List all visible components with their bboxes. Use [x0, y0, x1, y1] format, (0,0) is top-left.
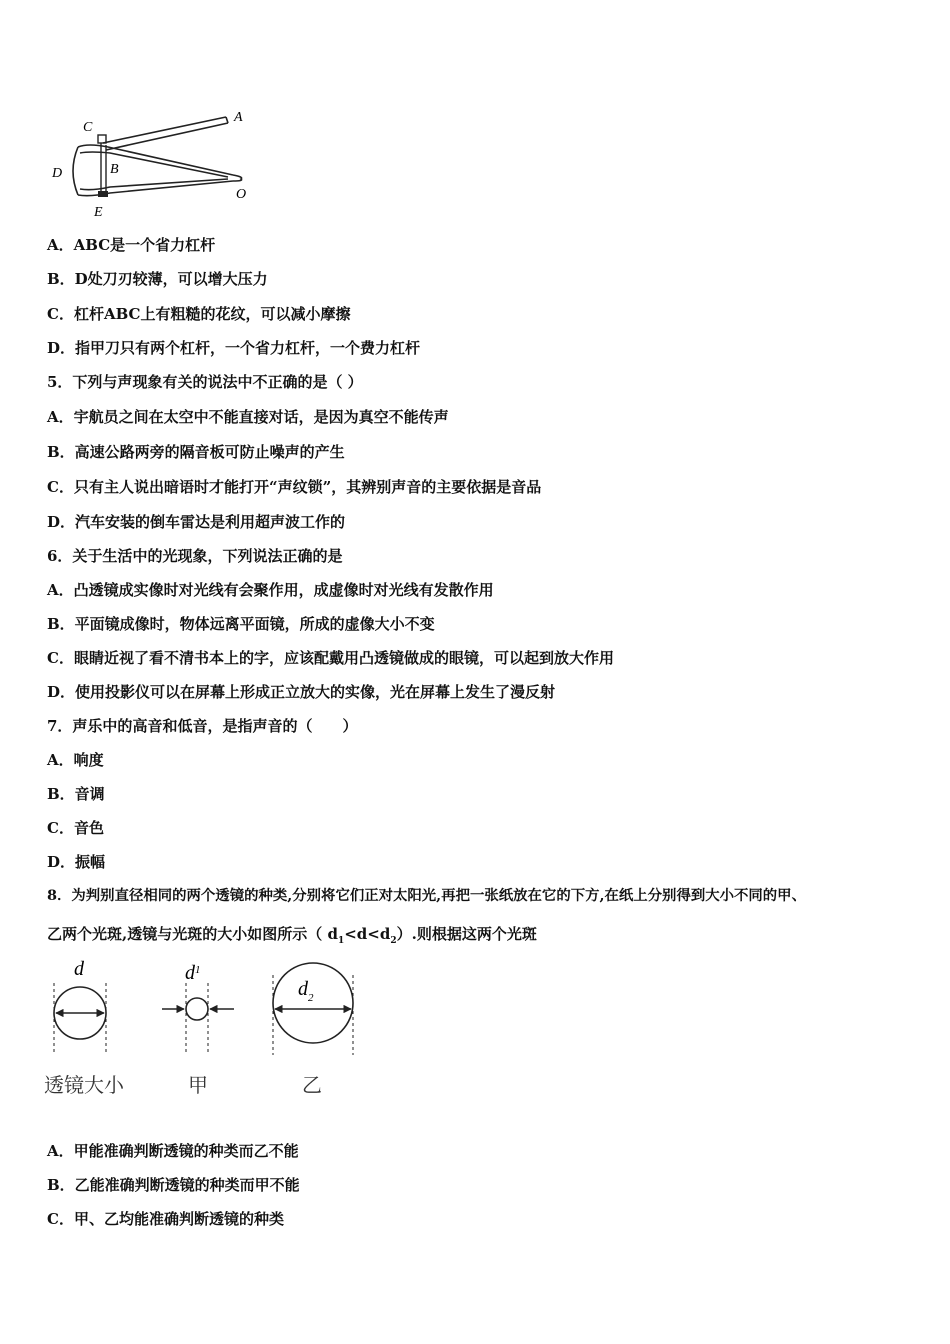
label-b: B — [110, 162, 119, 177]
q8-sub-1: 1 — [337, 936, 345, 946]
label-d: D — [52, 166, 63, 181]
q7-option-b: B．音调 — [47, 785, 105, 803]
q8-stem-line2-pre: 乙两个光斑,透镜与光斑的大小如图所示（ d — [47, 925, 338, 943]
label-d2-main: d — [298, 978, 308, 1000]
q4-option-a: A．ABC是一个省力杠杆 — [47, 236, 216, 254]
caption-jia: 甲 — [188, 1073, 208, 1097]
q6-option-c: C．眼睛近视了看不清书本上的字，应该配戴用凸透镜做成的眼镜，可以起到放大作用 — [47, 649, 614, 667]
spot-jia-circle — [186, 998, 208, 1020]
q4-option-b: B．D处刀刃较薄，可以增大压力 — [47, 270, 268, 288]
label-d2-sub: 2 — [308, 992, 314, 1004]
label-d: d — [74, 958, 84, 980]
caption-yi: 乙 — [302, 1073, 322, 1097]
q6-option-d: D．使用投影仪可以在屏幕上形成正立放大的实像，光在屏幕上发生了漫反射 — [47, 683, 556, 701]
label-d1-main: d — [185, 962, 195, 984]
nail-clipper-diagram — [48, 105, 258, 220]
label-e: E — [94, 205, 103, 220]
q8-option-a: A．甲能准确判断透镜的种类而乙不能 — [47, 1142, 299, 1160]
q8-option-c: C．甲、乙均能准确判断透镜的种类 — [47, 1210, 284, 1228]
q5-option-c: C．只有主人说出暗语时才能打开“声纹锁”，其辨别声音的主要依据是音品 — [47, 478, 542, 496]
q6-stem: 6．关于生活中的光现象，下列说法正确的是 — [47, 547, 343, 565]
q5-option-d: D．汽车安装的倒车雷达是利用超声波工作的 — [47, 513, 346, 531]
q6-option-b: B．平面镜成像时，物体远离平面镜，所成的虚像大小不变 — [47, 615, 435, 633]
q6-option-a: A．凸透镜成实像时对光线有会聚作用，成虚像时对光线有发散作用 — [47, 581, 494, 599]
lens-spot-diagram — [40, 955, 370, 1055]
q5-option-a: A．宇航员之间在太空中不能直接对话，是因为真空不能传声 — [47, 408, 449, 426]
lens-spot-figure — [40, 955, 370, 1105]
caption-lens-size: 透镜大小 — [44, 1073, 124, 1097]
nail-clipper-figure — [48, 105, 258, 220]
q7-option-a: A．响度 — [47, 751, 104, 769]
label-c: C — [83, 120, 93, 135]
q4-option-c: C．杠杆ABC上有粗糙的花纹，可以减小摩擦 — [47, 305, 351, 323]
label-o: O — [236, 187, 247, 202]
label-d2 — [298, 978, 314, 1004]
q5-stem: 5．下列与声现象有关的说法中不正确的是（ ） — [47, 373, 363, 391]
label-d1 — [185, 962, 201, 984]
q7-option-c: C．音色 — [47, 819, 104, 837]
q5-option-b: B．高速公路两旁的隔音板可防止噪声的产生 — [47, 443, 345, 461]
label-d1-sub: 1 — [195, 964, 201, 976]
q8-option-b: B．乙能准确判断透镜的种类而甲不能 — [47, 1176, 300, 1194]
q7-stem: 7．声乐中的高音和低音，是指声音的（ ） — [47, 717, 358, 735]
q4-option-d: D．指甲刀只有两个杠杆，一个省力杠杆，一个费力杠杆 — [47, 339, 421, 357]
q8-stem-line2-post: ）.则根据这两个光斑 — [396, 925, 537, 943]
q8-stem-line2-mid: <d<d — [344, 925, 391, 943]
q7-option-d: D．振幅 — [47, 853, 106, 871]
q8-stem-line1: 8．为判别直径相同的两个透镜的种类,分别将它们正对太阳光,再把一张纸放在它的下方,在纸上分别得到大小不同的甲、 — [47, 887, 806, 904]
q8-stem-line2 — [47, 924, 537, 951]
label-a: A — [234, 110, 243, 125]
q8-sub-2: 2 — [390, 936, 397, 946]
